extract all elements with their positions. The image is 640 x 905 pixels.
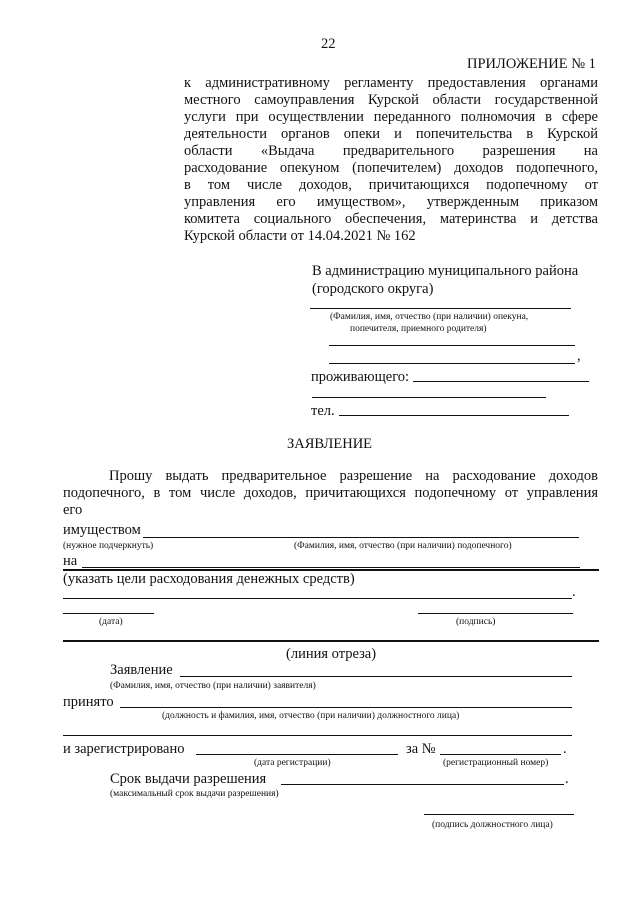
appendix-line: местного самоуправления Курской области государственной: [184, 92, 598, 108]
appendix-line: области «Выдача предварительного разрешения на: [184, 143, 598, 159]
ward-name-line[interactable]: [143, 537, 579, 538]
date-hint: (дата): [99, 617, 123, 627]
purpose-line-1[interactable]: [82, 567, 580, 568]
reg-dot: .: [563, 741, 567, 757]
appendix-line: комитета социального обеспечения, материнства и детства: [184, 211, 598, 227]
appendix-line: расходование опекуном (попечителем) доходов подопечного,: [184, 160, 598, 176]
reg-date-hint: (дата регистрации): [254, 758, 331, 768]
appendix-title: ПРИЛОЖЕНИЕ № 1: [467, 56, 596, 72]
applicant-hint: (Фамилия, имя, отчество (при наличии) заявителя): [110, 681, 316, 691]
appendix-line: к административному регламенту предоставления органами: [184, 75, 598, 91]
reg-number-line[interactable]: [440, 754, 561, 755]
reg-date-line[interactable]: [196, 754, 398, 755]
address-line-1[interactable]: [413, 381, 589, 382]
signature-line[interactable]: [418, 613, 573, 614]
reg-number-hint: (регистрационный номер): [443, 758, 549, 768]
term-dot: .: [565, 771, 569, 787]
residing-label: проживающего:: [311, 369, 410, 385]
appendix-line: услуги при осуществлении переданного полномочия в сфере: [184, 109, 598, 125]
receipt-statement-label: Заявление: [110, 662, 173, 678]
body-line-1: Прошу выдать предварительное разрешение на расходование доходов: [109, 468, 598, 484]
appendix-line: деятельности органов опеки и попечительства в Курской: [184, 126, 598, 142]
property-label: имуществом: [63, 522, 141, 538]
date-line[interactable]: [63, 613, 154, 614]
purpose-hint: (указать цели расходования денежных средств): [63, 571, 355, 587]
accepted-label: принято: [63, 694, 114, 710]
term-hint: (максимальный срок выдачи разрешения): [110, 789, 279, 799]
body-line-3: его: [63, 502, 83, 518]
guardian-name-line-3[interactable]: [329, 363, 575, 364]
addressee-line2: (городского округа): [312, 281, 434, 297]
statement-heading: ЗАЯВЛЕНИЕ: [287, 436, 373, 452]
page-number: 22: [321, 36, 336, 52]
guardian-name-hint-2: попечителя, приемного родителя): [350, 324, 487, 334]
official-line-2[interactable]: [63, 735, 572, 736]
comma: ,: [577, 348, 581, 364]
ward-name-hint: (Фамилия, имя, отчество (при наличии) подопечного): [294, 541, 512, 551]
on-label: на: [63, 553, 78, 569]
official-signature-hint: (подпись должностного лица): [432, 820, 553, 830]
purpose-dot: .: [572, 584, 576, 600]
appendix-line: управления его имуществом», утвержденным приказом: [184, 194, 598, 210]
official-line[interactable]: [120, 707, 572, 708]
appendix-line: в том числе доходов, причитающихся подопечному от: [184, 177, 598, 193]
purpose-line-2[interactable]: [63, 598, 572, 599]
underline-hint: (нужное подчеркнуть): [63, 541, 154, 551]
phone-label: тел.: [311, 403, 335, 419]
official-hint: (должность и фамилия, имя, отчество (при наличии) должностного лица): [162, 711, 460, 721]
cut-line-label: (линия отреза): [286, 646, 377, 662]
guardian-name-hint-1: (Фамилия, имя, отчество (при наличии) опекуна,: [330, 312, 529, 322]
term-label: Срок выдачи разрешения: [110, 771, 267, 787]
addressee-line1: В администрацию муниципального района: [312, 263, 579, 279]
number-label: за №: [406, 741, 436, 757]
applicant-name-line[interactable]: [180, 676, 572, 677]
guardian-name-line-2[interactable]: [329, 345, 575, 346]
body-line-2: подопечного, в том числе доходов, причитающихся подопечному от управления: [63, 485, 598, 501]
guardian-name-line[interactable]: [310, 308, 571, 309]
registered-label: и зарегистрировано: [63, 741, 185, 757]
term-line[interactable]: [281, 784, 564, 785]
phone-line[interactable]: [339, 415, 569, 416]
signature-hint: (подпись): [456, 617, 496, 627]
address-line-2[interactable]: [312, 397, 546, 398]
official-signature-line[interactable]: [424, 814, 574, 815]
appendix-line: Курской области от 14.04.2021 № 162: [184, 228, 416, 244]
cut-line: [63, 640, 599, 642]
